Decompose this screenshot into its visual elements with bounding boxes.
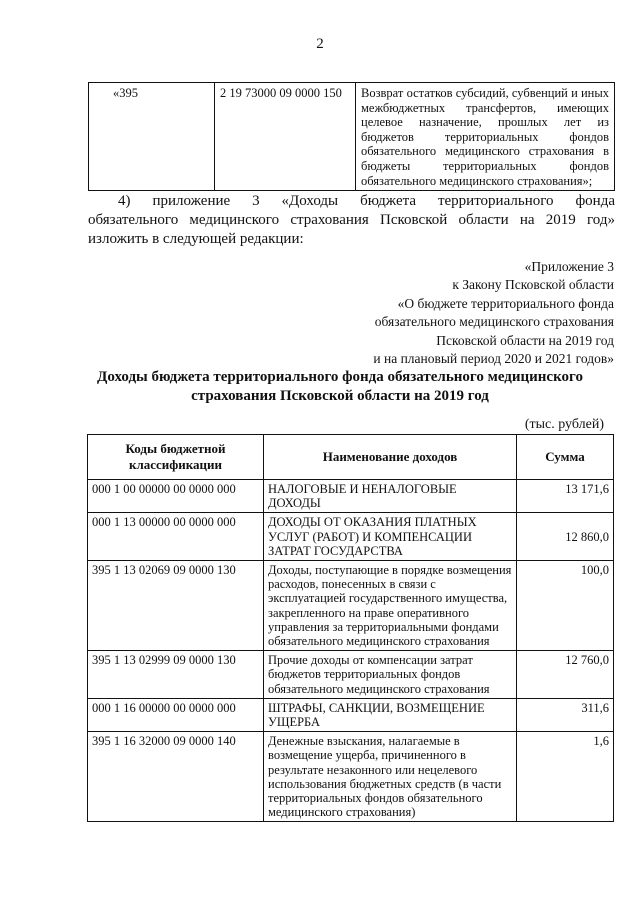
appendix-line: «О бюджете территориального фонда xyxy=(397,295,614,311)
amendment-paragraph xyxy=(88,192,615,249)
header-name: Наименование доходов xyxy=(264,435,517,480)
row-sum: 311,6 xyxy=(517,698,614,731)
table-row xyxy=(88,561,614,651)
appendix-line: к Закону Псковской области xyxy=(452,277,614,293)
row-name: ШТРАФЫ, САНКЦИИ, ВОЗМЕЩЕНИЕ УЩЕРБА xyxy=(264,698,517,731)
row-code: 395 1 13 02999 09 0000 130 xyxy=(88,651,264,699)
appendix-line: и на плановый период 2020 и 2021 годов» xyxy=(373,351,614,367)
table-row xyxy=(88,698,614,731)
table-row xyxy=(88,480,614,513)
row-sum: 13 171,6 xyxy=(517,480,614,513)
table-cell-code: 2 19 73000 09 0000 150 xyxy=(215,83,356,191)
page-number: 2 xyxy=(316,36,324,52)
table-row xyxy=(89,83,615,191)
appendix-header xyxy=(373,258,614,368)
paragraph-line: 4) приложение 3 «Доходы бюджета территориального фонда xyxy=(118,193,615,209)
table-cell-name: Возврат остатков субсидий, субвенций и иных межбюджетных трансфертов, имеющих целевое назначение, прошлых лет из бюджетов территориальных фондов обязательного медицинского страхования в бюджеты территориальных фондов обязательного медицинского страхования»; xyxy=(356,83,615,191)
paragraph-line: изложить в следующей редакции: xyxy=(88,231,304,247)
row-name: Доходы, поступающие в порядке возмещения расходов, понесенных в связи с эксплуатацией государственного имущества, закрепленного на праве оперативного управления за территориальными фондами обязательного медицинского страхования xyxy=(264,561,517,651)
paragraph-line: обязательного медицинского страхования Псковской области на 2019 год» xyxy=(88,212,615,228)
continuation-table xyxy=(88,82,615,191)
appendix-line: обязательного медицинского страхования xyxy=(374,314,614,330)
row-code: 395 1 16 32000 09 0000 140 xyxy=(88,732,264,822)
row-code: 000 1 13 00000 00 0000 000 xyxy=(88,513,264,561)
title-line: Доходы бюджета территориального фонда обязательного медицинского xyxy=(97,369,583,385)
row-sum: 12 760,0 xyxy=(517,651,614,699)
table-row xyxy=(88,732,614,822)
table-cell-code-prefix: «395 xyxy=(89,83,215,191)
appendix-line: «Приложение 3 xyxy=(524,259,614,274)
row-sum: 1,6 xyxy=(517,732,614,822)
row-code: 395 1 13 02069 09 0000 130 xyxy=(88,561,264,651)
row-sum: 100,0 xyxy=(517,561,614,651)
row-name: НАЛОГОВЫЕ И НЕНАЛОГОВЫЕ ДОХОДЫ xyxy=(264,480,517,513)
header-sum: Сумма xyxy=(517,435,614,480)
units-label: (тыс. рублей) xyxy=(524,417,604,432)
header-code: Коды бюджетной классификации xyxy=(88,435,264,480)
appendix-line: Псковской области на 2019 год xyxy=(436,332,614,348)
document-title xyxy=(70,368,610,406)
row-code: 000 1 16 00000 00 0000 000 xyxy=(88,698,264,731)
row-code: 000 1 00 00000 00 0000 000 xyxy=(88,480,264,513)
row-name: Денежные взыскания, налагаемые в возмещение ущерба, причиненного в результате незаконного или нецелевого использования бюджетных средств (в части территориальных фондов обязательного медицинского страхования) xyxy=(264,732,517,822)
table-row xyxy=(88,651,614,699)
row-sum: 12 860,0 xyxy=(517,513,614,561)
table-header-row xyxy=(88,435,614,480)
row-name: ДОХОДЫ ОТ ОКАЗАНИЯ ПЛАТНЫХ УСЛУГ (РАБОТ) И КОМПЕНСАЦИИ ЗАТРАТ ГОСУДАРСТВА xyxy=(264,513,517,561)
title-line: страхования Псковской области на 2019 год xyxy=(191,388,489,404)
table-row xyxy=(88,513,614,561)
revenue-table xyxy=(87,434,614,822)
row-name: Прочие доходы от компенсации затрат бюджетов территориальных фондов обязательного медицинского страхования xyxy=(264,651,517,699)
